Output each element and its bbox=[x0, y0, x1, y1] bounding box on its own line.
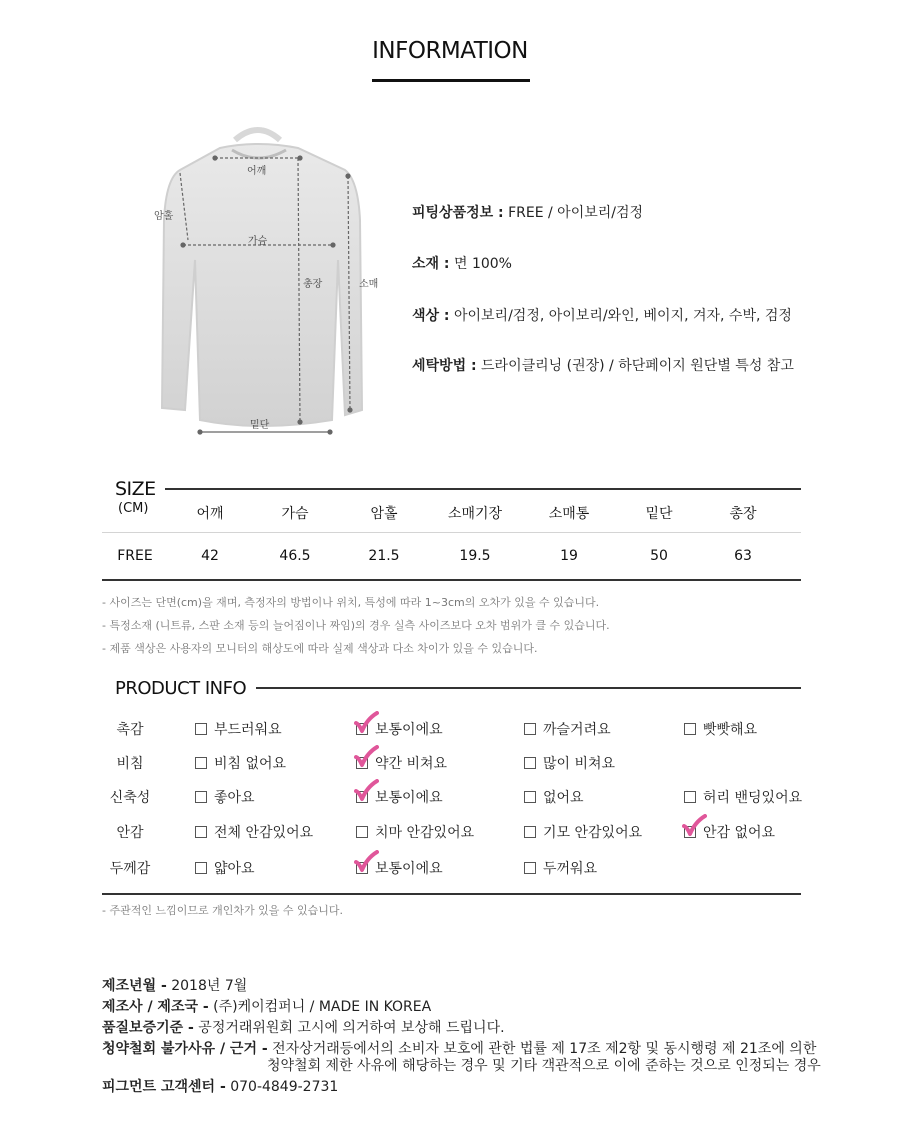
checkbox-icon bbox=[356, 826, 368, 838]
checkbox-icon bbox=[524, 791, 536, 803]
size-value: 19 bbox=[560, 548, 578, 564]
checkmark-icon bbox=[353, 711, 379, 735]
hanger-shape bbox=[235, 130, 280, 140]
checkbox-icon bbox=[195, 757, 207, 769]
product-info-option bbox=[684, 822, 775, 842]
product-info-option bbox=[195, 787, 255, 807]
product-info-option bbox=[195, 858, 255, 878]
product-info-option-label: 보통이에요 bbox=[375, 790, 443, 806]
product-info-option-label: 기모 안감있어요 bbox=[543, 825, 643, 841]
checked-checkbox-icon bbox=[356, 791, 368, 803]
product-info-row-label: 촉감 bbox=[116, 722, 144, 738]
product-info-option bbox=[356, 822, 474, 842]
product-info-option bbox=[524, 858, 597, 878]
size-top-rule bbox=[165, 488, 801, 490]
size-value: 42 bbox=[201, 548, 219, 564]
checkbox-icon bbox=[524, 862, 536, 874]
product-info-option-label: 까슬거려요 bbox=[543, 722, 611, 738]
footer-refund-line2: 청약철회 제한 사유에 해당하는 경우 및 기타 객관적으로 이에 준하는 것으로 인정되는 경우 bbox=[267, 1058, 821, 1074]
product-info-option bbox=[195, 753, 286, 773]
product-info-option bbox=[195, 719, 282, 739]
checkbox-icon bbox=[684, 791, 696, 803]
product-info-option-label: 치마 안감있어요 bbox=[375, 825, 475, 841]
size-value: 63 bbox=[734, 548, 752, 564]
product-info-option-label: 없어요 bbox=[543, 790, 584, 806]
checkmark-icon bbox=[353, 745, 379, 769]
info-washing: 세탁방법 : 드라이클리닝 (권장) / 하단페이지 원단별 특성 참고 bbox=[412, 358, 794, 374]
label-hem: 밑단 bbox=[250, 420, 270, 431]
size-col-header: 어깨 bbox=[196, 506, 224, 522]
product-info-option bbox=[684, 719, 757, 739]
product-info-row-label: 신축성 bbox=[109, 790, 151, 806]
footer-refund: 청약철회 불가사유 / 근거 - 전자상거래등에서의 소비자 보호에 관한 법률 제 17조 제2항 및 동시행령 제 21조에 의한 bbox=[102, 1041, 817, 1057]
size-col-header: 소매기장 bbox=[447, 506, 503, 522]
footer-made-date: 제조년월 - 2018년 7월 bbox=[102, 978, 248, 994]
size-col-header: 총장 bbox=[729, 506, 757, 522]
info-material: 소재 : 면 100% bbox=[412, 256, 512, 272]
page-title: INFORMATION bbox=[372, 38, 528, 64]
size-col-header: 소매통 bbox=[548, 506, 590, 522]
product-info-option-label: 부드러워요 bbox=[214, 722, 282, 738]
size-note: - 사이즈는 단면(cm)을 재며, 측정자의 방법이나 위치, 특성에 따라 1~3cm의 오차가 있을 수 있습니다. bbox=[102, 596, 600, 609]
size-value: 21.5 bbox=[368, 548, 400, 564]
product-info-option bbox=[524, 787, 584, 807]
size-note: - 특정소재 (니트류, 스판 소재 등의 늘어짐이나 짜임)의 경우 실측 사이즈보다 오차 범위가 클 수 있습니다. bbox=[102, 619, 610, 632]
checked-checkbox-icon bbox=[356, 862, 368, 874]
checkbox-icon bbox=[195, 826, 207, 838]
checkbox-icon bbox=[524, 826, 536, 838]
label-chest: 가슴 bbox=[248, 236, 268, 247]
product-info-option bbox=[356, 753, 447, 773]
title-underline bbox=[372, 79, 530, 82]
product-info-option bbox=[356, 787, 443, 807]
footer-customer-center: 피그먼트 고객센터 - 070-4849-2731 bbox=[102, 1079, 339, 1095]
checkmark-icon bbox=[681, 814, 707, 838]
footer-quality: 품질보증기준 - 공정거래위원회 고시에 의거하여 보상해 드립니다. bbox=[102, 1020, 505, 1036]
product-info-rule bbox=[256, 687, 801, 689]
product-info-option bbox=[356, 858, 443, 878]
size-col-header: 밑단 bbox=[645, 506, 673, 522]
garment-illustration bbox=[140, 110, 390, 440]
product-info-option-label: 빳빳해요 bbox=[703, 722, 758, 738]
product-info-option bbox=[524, 719, 611, 739]
checked-checkbox-icon bbox=[356, 723, 368, 735]
checkmark-icon bbox=[353, 779, 379, 803]
product-info-option-label: 많이 비쳐요 bbox=[543, 756, 616, 772]
product-info-option-label: 보통이에요 bbox=[375, 722, 443, 738]
checkmark-icon bbox=[353, 850, 379, 874]
checkbox-icon bbox=[524, 757, 536, 769]
size-unit: (CM) bbox=[118, 501, 149, 516]
checkbox-icon bbox=[524, 723, 536, 735]
info-fitting: 피팅상품정보 : FREE / 아이보리/검정 bbox=[412, 205, 644, 221]
product-info-option-label: 얇아요 bbox=[214, 861, 255, 877]
label-armhole: 암홀 bbox=[154, 211, 174, 222]
checkbox-icon bbox=[195, 862, 207, 874]
size-value: 46.5 bbox=[279, 548, 311, 564]
product-info-option bbox=[524, 822, 642, 842]
product-info-row-label: 안감 bbox=[116, 825, 144, 841]
product-info-note: - 주관적인 느낌이므로 개인차가 있을 수 있습니다. bbox=[102, 904, 343, 917]
product-info-option bbox=[684, 787, 802, 807]
size-value: 19.5 bbox=[459, 548, 491, 564]
checkbox-icon bbox=[195, 723, 207, 735]
label-sleeve: 소매 bbox=[359, 279, 379, 290]
label-length: 총장 bbox=[303, 279, 323, 290]
size-row-label: FREE bbox=[117, 548, 153, 564]
footer-maker: 제조사 / 제조국 - (주)케이컴퍼니 / MADE IN KOREA bbox=[102, 999, 432, 1015]
size-bottom-rule bbox=[102, 579, 801, 581]
product-info-bottom-rule bbox=[102, 893, 801, 895]
product-info-option bbox=[524, 753, 615, 773]
checked-checkbox-icon bbox=[684, 826, 696, 838]
product-info-option-label: 두꺼워요 bbox=[543, 861, 598, 877]
tshirt-diagram bbox=[140, 110, 390, 440]
size-heading: SIZE bbox=[115, 478, 156, 500]
product-info-option-label: 보통이에요 bbox=[375, 861, 443, 877]
product-info-option-label: 안감 없어요 bbox=[703, 825, 776, 841]
label-shoulder: 어깨 bbox=[247, 166, 267, 177]
product-info-option-label: 전체 안감있어요 bbox=[214, 825, 314, 841]
shirt-body bbox=[162, 144, 362, 426]
product-info-option bbox=[356, 719, 443, 739]
checkbox-icon bbox=[684, 723, 696, 735]
product-info-option-label: 허리 밴딩있어요 bbox=[703, 790, 803, 806]
size-col-header: 암홀 bbox=[370, 506, 398, 522]
checked-checkbox-icon bbox=[356, 757, 368, 769]
product-info-row-label: 두께감 bbox=[109, 861, 151, 877]
size-col-header: 가슴 bbox=[281, 506, 309, 522]
product-info-option-label: 좋아요 bbox=[214, 790, 255, 806]
product-info-heading: PRODUCT INFO bbox=[115, 678, 247, 699]
info-color: 색상 : 아이보리/검정, 아이보리/와인, 베이지, 겨자, 수박, 검정 bbox=[412, 308, 792, 324]
checkbox-icon bbox=[195, 791, 207, 803]
product-info-row-label: 비침 bbox=[116, 756, 144, 772]
size-value: 50 bbox=[650, 548, 668, 564]
size-divider bbox=[102, 532, 801, 533]
product-info-option-label: 비침 없어요 bbox=[214, 756, 287, 772]
product-info-option-label: 약간 비쳐요 bbox=[375, 756, 448, 772]
size-note: - 제품 색상은 사용자의 모니터의 해상도에 따라 실제 색상과 다소 차이가 있을 수 있습니다. bbox=[102, 642, 538, 655]
product-info-option bbox=[195, 822, 313, 842]
